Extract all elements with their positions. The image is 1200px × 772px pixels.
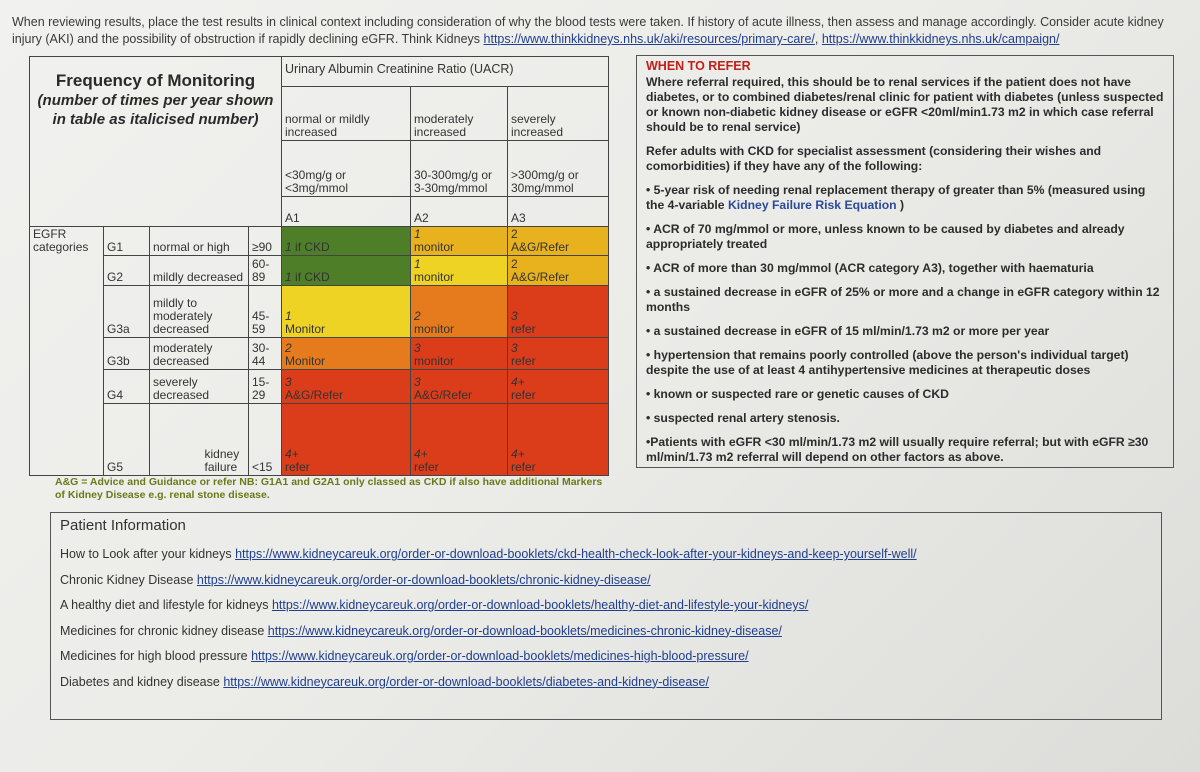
- table-row-g2: [30, 256, 609, 286]
- col-code-a2: A2: [411, 197, 508, 227]
- patient-info-item: [60, 546, 1152, 572]
- cell-g3a-a2-num: 2: [414, 309, 421, 323]
- row-range-g1: ≥90: [249, 227, 282, 256]
- refer-paragraph-1: Where referral required, this should be to renal services if the patient does not have diabetes, or to combined diabetes/renal clinic for patient with diabetes (unless suspected or known non-diabetic kidney disease or eGFR <20ml/min1.73 m2 in which case referral should be to renal service): [646, 75, 1164, 134]
- cell-g1-a1-text: if CKD: [295, 240, 330, 254]
- cell-g4-a2: [411, 370, 508, 404]
- cell-g2-a1-num: 1: [285, 270, 292, 284]
- cell-g4-a2-num: 3: [414, 375, 421, 389]
- patient-info-link[interactable]: https://www.kidneycareuk.org/order-or-download-booklets/healthy-diet-and-lifestyle-your-kidneys/: [271, 598, 809, 612]
- patient-info-label: Chronic Kidney Disease: [60, 572, 197, 587]
- cell-g2-a1-text: if CKD: [295, 270, 330, 284]
- col-range-a3: >300mg/g or 30mg/mmol: [508, 141, 609, 197]
- row-code-g1: G1: [104, 227, 150, 256]
- table-subtitle: (number of times per year shown in table as italicised number): [37, 92, 274, 128]
- patient-info-label: Medicines for high blood pressure: [60, 649, 252, 663]
- cell-g2-a3: [508, 256, 609, 286]
- cell-g3b-a3: [508, 338, 609, 370]
- refer-bullet-kfre-text: • 5-year risk of needing renal replacement therapy of greater than 5% (measured using the 4-variable: [646, 183, 1146, 212]
- cell-g5-a2-num: 4+: [414, 447, 428, 461]
- patient-info-label: How to Look after your kidneys: [60, 547, 236, 561]
- table-row-g1: [30, 227, 609, 256]
- cell-g2-a2-num: 1: [414, 257, 421, 271]
- refer-bullet-stenosis: • suspected renal artery stenosis.: [646, 411, 840, 425]
- cell-g2-a3-text: A&G/Refer: [511, 270, 570, 284]
- col-code-a1: A1: [282, 197, 411, 227]
- col-range-a1: <30mg/g or <3mg/mmol: [282, 141, 411, 197]
- intro-paragraph: [12, 14, 1182, 48]
- col-desc-a2: moderately increased: [411, 87, 508, 141]
- col-code-a3: A3: [508, 197, 609, 227]
- cell-g5-a3-num: 4+: [511, 447, 525, 461]
- cell-g3a-a2: [411, 286, 508, 338]
- patient-info-title: Patient Information: [60, 517, 186, 534]
- patient-info-label: A healthy diet and lifestyle for kidneys: [60, 598, 272, 612]
- patient-info-item: [60, 674, 1152, 700]
- patient-info-link[interactable]: https://www.kidneycareuk.org/order-or-download-booklets/medicines-chronic-kidney-disease/: [267, 623, 782, 638]
- row-desc-g4: severely decreased: [150, 370, 249, 404]
- cell-g3a-a1-num: 1: [285, 309, 292, 323]
- patient-info-item: [60, 572, 1152, 598]
- refer-paragraph-2: Refer adults with CKD for specialist assessment (considering their wishes and comorbidities) if they have any of the following:: [646, 144, 1102, 173]
- patient-info-link[interactable]: https://www.kidneycareuk.org/order-or-download-booklets/ckd-health-check-look-after-your-kidneys-and-keep-yourself-well/: [235, 547, 917, 561]
- cell-g1-a2-num: 1: [414, 227, 421, 241]
- patient-info-label: Diabetes and kidney disease: [60, 674, 224, 689]
- cell-g2-a3-num: 2: [511, 257, 518, 271]
- cell-g4-a3-num: 4+: [511, 375, 525, 389]
- cell-g4-a3-text: refer: [511, 388, 536, 402]
- cell-g5-a2: [411, 404, 508, 476]
- cell-g5-a3: [508, 404, 609, 476]
- cell-g3a-a1: [282, 286, 411, 338]
- cell-g5-a1: [282, 404, 411, 476]
- row-desc-g1: normal or high: [150, 227, 249, 256]
- cell-g3a-a3-num: 3: [511, 309, 518, 323]
- cell-g2-a2: [411, 256, 508, 286]
- patient-info-label: Medicines for chronic kidney disease: [60, 623, 268, 638]
- cell-g3b-a2-text: monitor: [414, 354, 455, 368]
- row-range-g5: <15: [249, 404, 282, 476]
- refer-bullet-acr70: • ACR of 70 mg/mmol or more, unless known to be caused by diabetes and already appropriately treated: [646, 222, 1125, 251]
- cell-g3a-a3: [508, 286, 609, 338]
- cell-g1-a1-num: 1: [285, 240, 292, 254]
- row-desc-g3a: mildly to moderately decreased: [150, 286, 249, 338]
- cell-g3b-a1: [282, 338, 411, 370]
- row-range-g3a: 45-59: [249, 286, 282, 338]
- intro-text: When reviewing results, place the test results in clinical context including consideration of why the blood tests were taken. If history of acute illness, then assess and manage accordingly. Consider acute kidney injury (AKI) and the possibility of obstruction if rapidly declining eGFR. Think Kidneys: [12, 15, 1164, 46]
- row-desc-g2: mildly decreased: [150, 256, 249, 286]
- cell-g3a-a1-text: Monitor: [285, 322, 326, 336]
- refer-criteria-list: [646, 183, 1164, 465]
- when-to-refer-box: [636, 55, 1174, 468]
- thinkkidneys-primary-care-link[interactable]: https://www.thinkkidneys.nhs.uk/aki/resources/primary-care/: [483, 32, 815, 46]
- patient-info-item: [60, 623, 1152, 649]
- patient-info-link[interactable]: https://www.kidneycareuk.org/order-or-download-booklets/medicines-high-blood-pressure/: [251, 649, 749, 663]
- cell-g5-a1-text: refer: [285, 460, 310, 474]
- cell-g1-a3-text: A&G/Refer: [511, 240, 570, 254]
- thinkkidneys-campaign-link[interactable]: https://www.thinkkidneys.nhs.uk/campaign/: [821, 32, 1060, 46]
- refer-bullet-egfr15: • a sustained decrease in eGFR of 15 ml/min/1.73 m2 or more per year: [646, 324, 1050, 338]
- col-desc-a1: normal or mildly increased: [282, 87, 411, 141]
- cell-g5-a3-text: refer: [511, 460, 536, 474]
- patient-info-link[interactable]: https://www.kidneycareuk.org/order-or-download-booklets/diabetes-and-kidney-disease/: [223, 674, 709, 689]
- table-row-g3b: [30, 338, 609, 370]
- row-range-g3b: 30-44: [249, 338, 282, 370]
- table-row-g5: [30, 404, 609, 476]
- cell-g2-a2-text: monitor: [414, 270, 455, 284]
- row-range-g2: 60-89: [249, 256, 282, 286]
- refer-bullet-egfr30: •Patients with eGFR <30 ml/min/1.73 m2 will usually require referral; but with eGFR ≥30 ml/min/1.73 m2 referral will depend on other factors as above.: [646, 435, 1149, 464]
- cell-g3b-a3-text: refer: [511, 354, 536, 368]
- cell-g1-a2: [411, 227, 508, 256]
- patient-info-item: [60, 597, 1152, 623]
- row-desc-g5: kidney failure: [202, 404, 249, 476]
- patient-info-item: [60, 648, 1152, 674]
- cell-g4-a1: [282, 370, 411, 404]
- refer-bullet-genetic: • known or suspected rare or genetic causes of CKD: [646, 387, 949, 401]
- intro-separator: ,: [814, 32, 822, 46]
- cell-g1-a3-num: 2: [511, 227, 518, 241]
- cell-g4-a1-text: A&G/Refer: [285, 388, 344, 402]
- cell-g5-a2-text: refer: [414, 460, 439, 474]
- row-desc-g3b: moderately decreased: [150, 338, 249, 370]
- egfr-categories-label: EGFR categories: [30, 227, 104, 476]
- cell-g3b-a3-num: 3: [511, 341, 518, 355]
- row-code-g3a: G3a: [104, 286, 150, 338]
- refer-bullet-hypertension: • hypertension that remains poorly controlled (above the person's individual target) despite the use of at least 4 antihypertensive medicines at therapeutic doses: [646, 348, 1129, 377]
- cell-g3b-a1-text: Monitor: [285, 354, 326, 368]
- cell-g3b-a1-num: 2: [285, 341, 292, 355]
- cell-g4-a2-text: A&G/Refer: [414, 388, 473, 402]
- cell-g1-a1: [282, 227, 411, 256]
- row-code-g5: G5: [104, 404, 150, 476]
- cell-g4-a3: [508, 370, 609, 404]
- table-row-g4: [30, 370, 609, 404]
- monitoring-frequency-table: [29, 56, 609, 476]
- cell-g4-a1-num: 3: [285, 375, 292, 389]
- row-desc-g5-spacer: [150, 404, 202, 476]
- col-range-a2: 30-300mg/g or 3-30mg/mmol: [411, 141, 508, 197]
- uacr-header: Urinary Albumin Creatinine Ratio (UACR): [282, 57, 609, 87]
- cell-g3a-a2-text: monitor: [414, 322, 455, 336]
- refer-bullet-kfre-end: ): [896, 198, 905, 212]
- kfre-link[interactable]: Kidney Failure Risk Equation: [727, 198, 897, 212]
- table-footnote: A&G = Advice and Guidance or refer NB: G1A1 and G2A1 only classed as CKD if also have additional Markers of Kidney Disease e.g. renal stone disease.: [55, 476, 603, 501]
- cell-g3b-a2-num: 3: [414, 341, 421, 355]
- cell-g2-a1: [282, 256, 411, 286]
- refer-title: WHEN TO REFER: [646, 59, 751, 73]
- refer-bullet-egfr25: • a sustained decrease in eGFR of 25% or more and a change in eGFR category within 12 months: [646, 285, 1160, 314]
- table-row-g3a: [30, 286, 609, 338]
- row-code-g3b: G3b: [104, 338, 150, 370]
- cell-g3a-a3-text: refer: [511, 322, 536, 336]
- row-range-g4: 15-29: [249, 370, 282, 404]
- refer-bullet-acr30: • ACR of more than 30 mg/mmol (ACR category A3), together with haematuria: [646, 261, 1094, 275]
- patient-information-box: [50, 512, 1162, 720]
- cell-g5-a1-num: 4+: [285, 447, 299, 461]
- row-code-g4: G4: [104, 370, 150, 404]
- refer-bullet-kfre: [646, 183, 1164, 213]
- row-code-g2: G2: [104, 256, 150, 286]
- cell-g3b-a2: [411, 338, 508, 370]
- table-title-cell: [30, 57, 282, 227]
- col-desc-a3: severely increased: [508, 87, 609, 141]
- patient-info-link[interactable]: https://www.kidneycareuk.org/order-or-download-booklets/chronic-kidney-disease/: [196, 572, 651, 587]
- cell-g1-a3: [508, 227, 609, 256]
- table-title: Frequency of Monitoring: [55, 71, 256, 90]
- cell-g1-a2-text: monitor: [414, 240, 455, 254]
